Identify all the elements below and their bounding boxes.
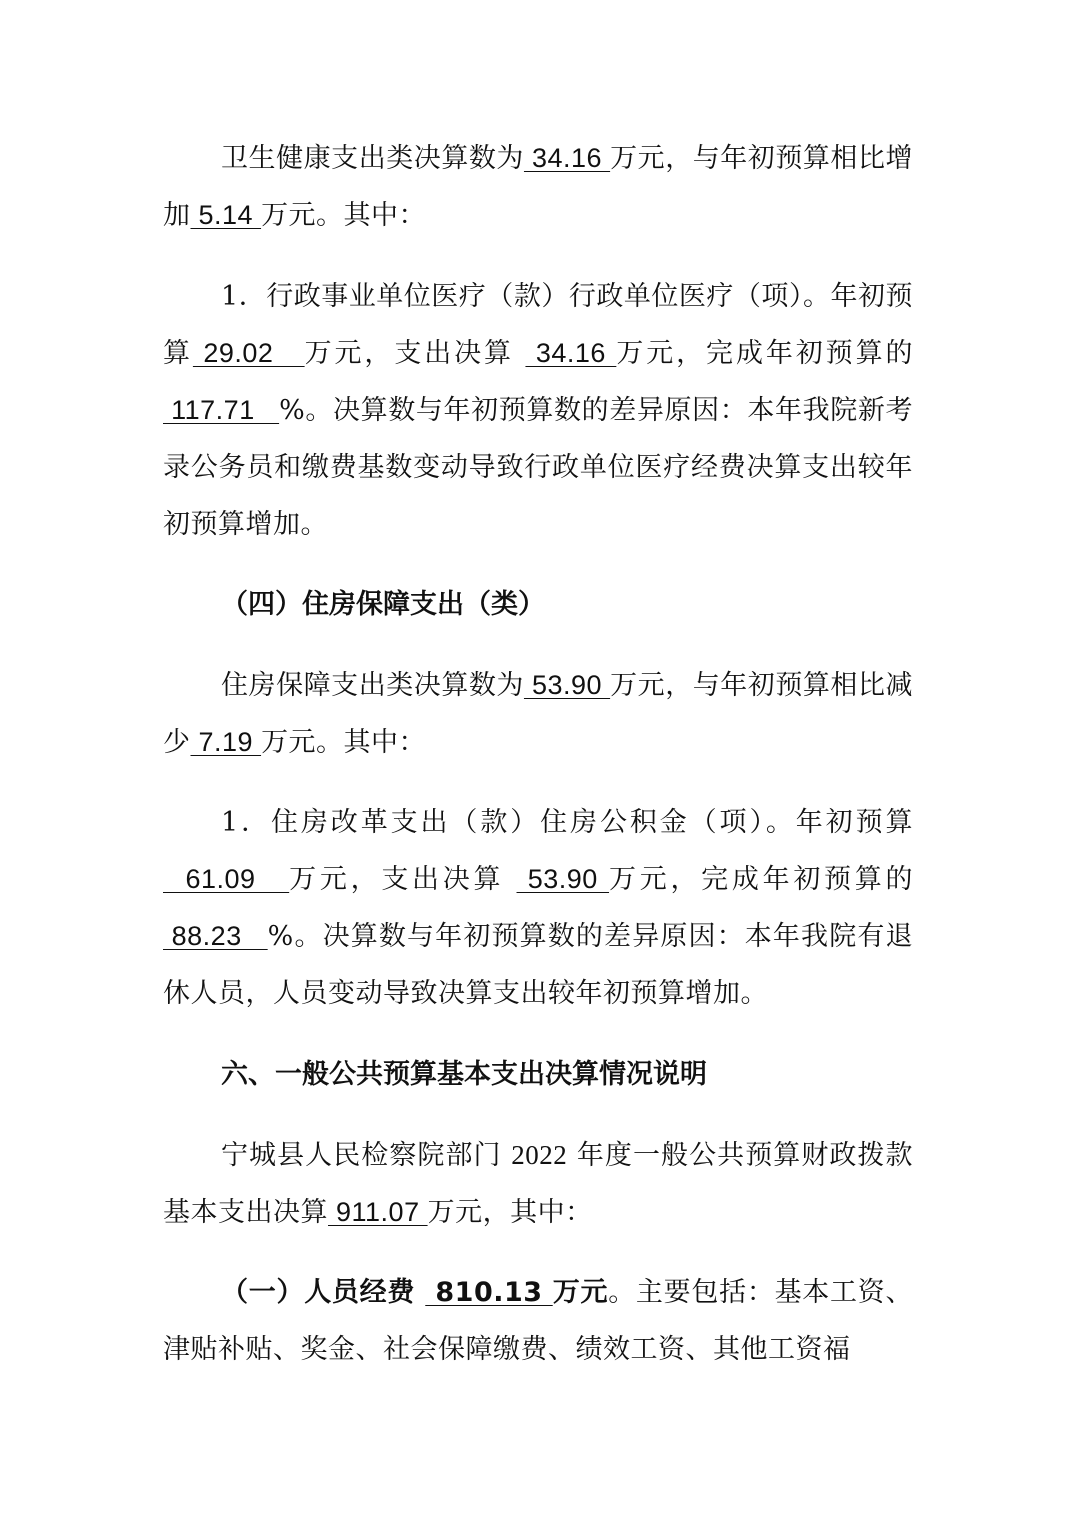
text: 住房保障支出类决算数为 bbox=[221, 670, 524, 701]
value-medical-final: 34.16 bbox=[525, 338, 617, 368]
text: %。决算数与年初预算数的差异原因：本年我院新考录公务员和缴费基数变动导致行政单位医疗经费决算支出较年初预算增加。 bbox=[163, 395, 913, 540]
text: 1．行政事业单位医疗（款）行政单位医疗（项）。年初预算 bbox=[163, 281, 913, 369]
text: 万元，完成年初预算的 bbox=[609, 864, 913, 895]
text: 万元。其中： bbox=[261, 200, 427, 231]
value-health-total: 34.16 bbox=[523, 143, 611, 173]
paragraph-housing-detail bbox=[163, 794, 913, 1022]
value-medical-budget: 29.02 bbox=[192, 338, 305, 368]
text: 卫生健康支出类决算数为 bbox=[221, 143, 524, 174]
value-year: 2022 bbox=[511, 1140, 568, 1170]
text: 年度一般公共预算财政拨款基本支出决算 bbox=[163, 1140, 913, 1228]
text: 万元。其中： bbox=[261, 727, 427, 758]
text: 万元，其中： bbox=[427, 1197, 593, 1228]
text-unit: 万元 bbox=[552, 1277, 609, 1308]
text: 万元，与年初预算相比增加 bbox=[163, 143, 914, 231]
text: 宁城县人民检察院部门 bbox=[221, 1140, 512, 1171]
text: 万元，与年初预算相比减少 bbox=[163, 670, 914, 758]
text: %。决算数与年初预算数的差异原因：本年我院有退休人员，人员变动导致决算支出较年初预算增加。 bbox=[163, 921, 913, 1009]
text: 1．住房改革支出（款）住房公积金（项）。年初预算 bbox=[221, 807, 913, 838]
value-housing-final: 53.90 bbox=[516, 864, 610, 894]
value-health-increase: 5.14 bbox=[190, 200, 262, 230]
text: 万元，完成年初预算的 bbox=[616, 338, 913, 369]
text-personnel-label: （一）人员经费 bbox=[221, 1277, 426, 1308]
value-personnel-cost: 810.13 bbox=[425, 1277, 553, 1308]
heading-housing-section: （四）住房保障支出（类） bbox=[221, 589, 545, 620]
paragraph-housing-summary bbox=[163, 657, 913, 771]
paragraph-medical-detail bbox=[163, 268, 913, 553]
value-housing-decrease: 7.19 bbox=[190, 727, 262, 757]
value-housing-total: 53.90 bbox=[523, 670, 611, 700]
paragraph-personnel-cost bbox=[163, 1264, 913, 1378]
value-housing-budget: 61.09 bbox=[163, 864, 290, 894]
paragraph-health-summary bbox=[163, 130, 913, 244]
value-medical-percent: 117.71 bbox=[163, 395, 280, 425]
value-basic-total: 911.07 bbox=[328, 1197, 428, 1227]
text: 。主要包括：基本工资、津贴补贴、奖金、社会保障缴费、绩效工资、其他工资福 bbox=[163, 1277, 914, 1365]
heading-section-six: 六、一般公共预算基本支出决算情况说明 bbox=[221, 1059, 707, 1090]
text: 万元，支出决算 bbox=[289, 864, 517, 895]
paragraph-basic-expenditure bbox=[163, 1127, 913, 1241]
value-housing-percent: 88.23 bbox=[163, 921, 268, 951]
text: 万元，支出决算 bbox=[304, 338, 526, 369]
